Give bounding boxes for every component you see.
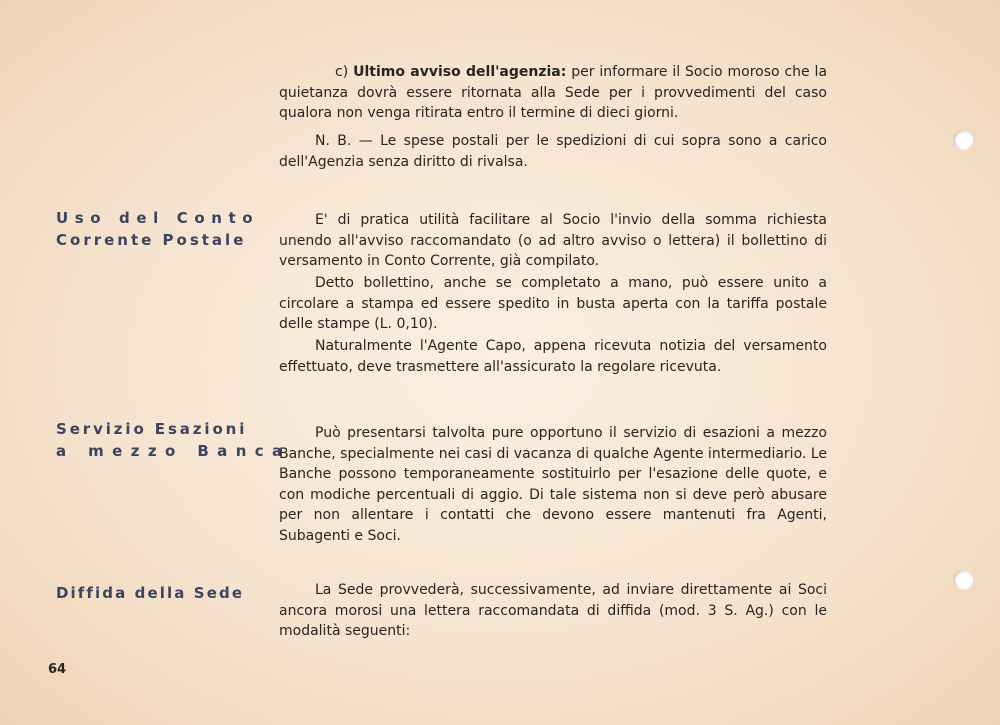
item-c-paragraph — [279, 62, 827, 124]
conto-corrente-paragraph-2: Detto bollettino, anche se completato a mano, può essere unito a circolare a stampa ed essere spedito in busta aperta con la tariffa postale delle stampe (L. 0,10). — [279, 275, 827, 332]
nb-paragraph: N. B. — Le spese postali per le spedizioni di cui sopra sono a carico dell'Agenzia senza diritto di rivalsa. — [279, 133, 827, 170]
item-c-title: Ultimo avviso dell'agenzia: — [353, 64, 567, 80]
punch-hole-bottom — [953, 570, 973, 590]
heading-esazioni-banca-line2: a mezzo Banca — [56, 442, 291, 460]
heading-esazioni-banca-line1: Servizio Esazioni — [56, 420, 248, 438]
heading-diffida-text: Diffida della Sede — [56, 584, 245, 602]
heading-diffida — [56, 582, 256, 604]
punch-hole-top — [953, 130, 973, 150]
heading-esazioni-banca — [56, 418, 291, 462]
item-c-text: per informare il Socio moroso che la quietanza dovrà essere ritornata alla Sede per i provvedimenti del caso qualora non venga ritirata entro il termine di dieci giorni. — [279, 64, 828, 121]
heading-conto-corrente-line1: Uso del Conto — [56, 209, 260, 227]
heading-conto-corrente-line2: Corrente Postale — [56, 231, 247, 249]
conto-corrente-paragraph-1: E' di pratica utilità facilitare al Socio l'invio della somma richiesta unendo all'avviso raccomandato (o ad altro avviso o lettera) il bollettino di versamento in Conto Corrente, già compilato. — [279, 212, 827, 269]
conto-corrente-paragraph-3: Naturalmente l'Agente Capo, appena ricevuta notizia del versamento effettuato, deve trasmettere all'assicurato la regolare ricevuta. — [279, 338, 827, 375]
item-c-prefix: c) — [335, 64, 349, 80]
page-number: 64 — [48, 662, 67, 677]
diffida-paragraph: La Sede provvederà, successivamente, ad inviare direttamente ai Soci ancora morosi una lettera raccomandata di diffida (mod. 3 S. Ag.) con le modalità seguenti: — [279, 582, 827, 639]
esazioni-banca-paragraph: Può presentarsi talvolta pure opportuno il servizio di esazioni a mezzo Banche, specialmente nei casi di vacanza di qualche Agente intermediario. Le Banche possono temporaneamente sostituirlo per l'esazione delle quote, e con modiche percentuali di aggio. Di tale sistema non si deve però abusare per non allentare i contatti che devono essere mantenuti fra Agenti, Subagenti e Soci. — [279, 425, 827, 544]
heading-conto-corrente — [56, 207, 260, 251]
